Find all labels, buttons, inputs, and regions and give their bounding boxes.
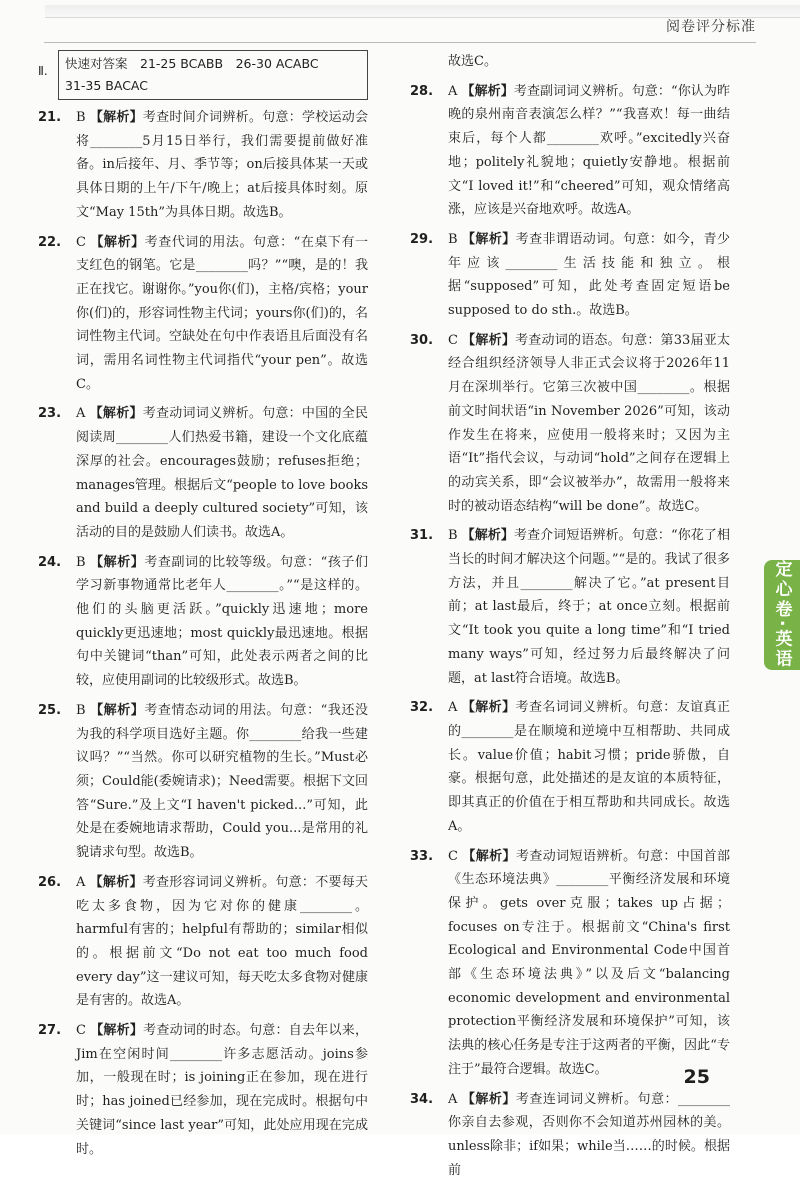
answer-item — [38, 402, 368, 544]
analysis-tag: 【解析】 — [461, 1091, 516, 1107]
explanation — [76, 551, 368, 693]
continued-text: 故选C。 — [448, 54, 497, 69]
answer-item — [38, 551, 368, 693]
answer-letter: A — [448, 700, 458, 716]
explanation-text: 考查非谓语动词。句意：如今，青少年应该________生活技能和独立。根据“supposed”可知，此处考查固定短语be supposed to do sth.。故选B。 — [448, 231, 730, 319]
explanation — [448, 80, 730, 222]
answer-letter: B — [448, 231, 458, 247]
explanation — [448, 228, 730, 323]
answer-item — [410, 524, 730, 690]
answer-letter: A — [448, 83, 458, 99]
explanation-text: 考查副词的比较等级。句意：“孩子们学习新事物通常比老年人________。”“是这样的。他们的头脑更活跃。”quickly迅速地；more quickly更迅速地；most quickly最迅速地。根据句中关键词“than”可知，此处表示两者之间的比较，应使用副词的比较级形式。故选B。 — [76, 554, 368, 689]
header-title: 阅卷评分标准 — [666, 19, 756, 35]
explanation — [448, 329, 730, 519]
page-number: 25 — [683, 1066, 710, 1088]
answer-item — [38, 1019, 368, 1161]
header-divider — [44, 42, 756, 43]
question-number: 27. — [38, 1023, 62, 1039]
answer-letter: A — [76, 874, 86, 890]
answer-item — [410, 1088, 730, 1182]
question-number: 31. — [410, 528, 434, 544]
answer-item — [410, 228, 730, 323]
question-number: 26. — [38, 874, 62, 890]
analysis-tag: 【解析】 — [89, 1023, 144, 1039]
explanation — [448, 1088, 730, 1182]
explanation — [76, 106, 368, 225]
analysis-tag: 【解析】 — [89, 110, 143, 125]
answer-item — [410, 845, 730, 1082]
answer-letter: A — [76, 406, 86, 422]
right-question-list — [410, 80, 730, 1182]
explanation — [76, 402, 368, 544]
answer-item — [38, 106, 368, 225]
answer-letter: A — [448, 1091, 458, 1107]
left-column — [38, 50, 368, 1161]
analysis-tag: 【解析】 — [89, 874, 143, 890]
answer-letter: B — [448, 528, 458, 544]
question-number: 28. — [410, 83, 434, 99]
question-number: 34. — [410, 1091, 434, 1107]
analysis-tag: 【解析】 — [89, 234, 145, 250]
answer-letter: C — [448, 848, 458, 864]
explanation-text: 考查动词短语辨析。句意：中国首部《生态环境法典》________平衡经济发展和环境保护。gets over克服；takes up占据；focuses on专注于。根据前文“China's first Ecological and Environmental Code中国首部《生态环境法典》”以及后文“balancing economic development and environmental protection平衡经济发展和环境保护”可知，该法典的核心任务是专注于这两者的平衡，因此“专注于”最符合逻辑。故选C。 — [448, 848, 730, 1077]
question-number: 22. — [38, 234, 62, 250]
explanation-text: 考查介词短语辨析。句意：“你花了相当长的时间才解决这个问题。”“是的。我试了很多方法，并且________解决了它。”at present目前；at last最后，终于；at once立刻。根据前文“It took you quite a long time”和“I tried many ways”可知，经过努力后最终解决了问题，at last符合语境。故选B。 — [448, 528, 730, 686]
answer-item — [38, 231, 368, 397]
explanation — [448, 696, 730, 838]
question-number: 23. — [38, 406, 62, 422]
explanation-text: 考查时间介词辨析。句意：学校运动会将________5月15日举行，我们需要提前做好准备。in后接年、月、季节等；on后接具体某一天或具体日期的上午/下午/晚上；at后接具体时刻。原文“May 15th”为具体日期。故选B。 — [76, 110, 368, 220]
explanation-text: 考查代词的用法。句意：“在桌下有一支红色的钢笔。它是________吗？”“噢，是的！我正在找它。谢谢你。”you你(们)，主格/宾格；your你(们)的，形容词性物主代词；yours你(们)的，名词性物主代词。空缺处在句中作表语且后面没有名词，需用名词性物主代词指代“your pen”。故选C。 — [76, 234, 368, 392]
left-question-list — [38, 106, 368, 1161]
analysis-tag: 【解析】 — [461, 332, 516, 348]
quick-answer-line-1: 快速对答案 21-25 BCABB 26-30 ACABC — [65, 56, 319, 71]
answer-item — [410, 329, 730, 519]
analysis-tag: 【解析】 — [89, 406, 143, 422]
explanation — [76, 1019, 368, 1161]
question-number: 33. — [410, 848, 434, 864]
subject-side-tab: 定心卷·英语 — [764, 560, 800, 670]
explanation-text: 考查形容词词义辨析。句意：不要每天吃太多食物，因为它对你的健康________。harmful有害的；helpful有帮助的；similar相似的。根据前文“Do not eat too much food every day”这一建议可知，每天吃太多食物对健康是有害的。故选A。 — [76, 874, 368, 1009]
question-number: 21. — [38, 110, 62, 125]
explanation-text: 考查名词词义辨析。句意：友谊真正的________是在顺境和逆境中互相帮助、共同成长。value价值；habit习惯；pride骄傲，自豪。根据句意，此处描述的是友谊的本质特征，即其真正的价值在于相互帮助和共同成长。故选A。 — [448, 700, 730, 834]
explanation — [76, 871, 368, 1013]
explanation — [448, 524, 730, 690]
analysis-tag: 【解析】 — [461, 700, 516, 716]
answer-letter: C — [448, 332, 458, 348]
quick-answer-section — [38, 50, 368, 100]
analysis-tag: 【解析】 — [461, 528, 514, 544]
answer-letter: C — [76, 234, 86, 250]
answer-item — [38, 699, 368, 865]
explanation-text: 考查动词的语态。句意：第33届亚太经合组织经济领导人非正式会议将于2026年11月在深圳举行。它第三次被中国________。根据前文时间状语“in November 2026”可知，该动作发生在将来，应使用一般将来时；又因为主语“It”指代会议，与动词“hold”之间存在逻辑上的动宾关系，即“会议被举办”，故需用一般将来时的被动语态结构“will be done”。故选C。 — [448, 332, 730, 514]
answer-letter: B — [76, 110, 86, 125]
explanation — [76, 231, 368, 397]
right-column — [410, 50, 730, 1182]
question-number: 24. — [38, 554, 62, 570]
explanation-text: 考查连词词义辨析。句意：________你亲自去参观，否则你不会知道苏州园林的美。unless除非；if如果；while当……的时候。根据前 — [448, 1091, 730, 1178]
question-number: 25. — [38, 702, 62, 718]
explanation — [76, 699, 368, 865]
analysis-tag: 【解析】 — [461, 231, 516, 247]
question-number: 32. — [410, 700, 434, 716]
answer-item — [410, 80, 730, 222]
explanation-text: 考查副词词义辨析。句意：“你认为昨晚的泉州南音表演怎么样？”“我喜欢！每一曲结束后，每个人都________欢呼。”excitedly兴奋地；politely礼貌地；quietly安静地。根据前文“I loved it!”和“cheered”可知，观众情绪高涨，应该是兴奋地欢呼。故选A。 — [448, 83, 730, 218]
explanation-text: 考查动词词义辨析。句意：中国的全民阅读周________人们热爱书籍，建设一个文化底蕴深厚的社会。encourages鼓励；refuses拒绝；manages管理。根据后文“people to love books and build a deeply cultured society”可知，该活动的目的是鼓励人们读书。故选A。 — [76, 406, 368, 540]
explanation — [448, 845, 730, 1082]
question-number: 29. — [410, 231, 434, 247]
quick-answer-line-2: 31-35 BACAC — [65, 78, 148, 93]
analysis-tag: 【解析】 — [89, 554, 145, 570]
answer-letter: B — [76, 554, 86, 570]
answer-item — [38, 871, 368, 1013]
question-number: 30. — [410, 332, 434, 348]
answer-item — [410, 696, 730, 838]
analysis-tag: 【解析】 — [461, 83, 514, 99]
explanation-text: 考查动词的时态。句意：自去年以来，Jim在空闲时间________许多志愿活动。joins参加，一般现在时；is joining正在参加，现在进行时；has joined已经参加，现在完成时。根据句中关键词“since last year”可知，此处应用现在完成时。 — [76, 1023, 368, 1157]
analysis-tag: 【解析】 — [461, 848, 516, 864]
quick-answer-box — [58, 50, 368, 100]
section-label: Ⅱ. — [38, 64, 48, 78]
analysis-tag: 【解析】 — [89, 702, 145, 718]
explanation-text: 考查情态动词的用法。句意：“我还没为我的科学项目选好主题。你________给我一些建议吗？”“当然。你可以研究植物的生长。”Must必须；Could能(委婉请求)；Need需要。根据下文回答“Sure.”及上文“I haven't picked...”可知，此处是在委婉地请求帮助，Could you...是常用的礼貌请求句型。故选B。 — [76, 702, 368, 861]
answer-letter: C — [76, 1023, 86, 1039]
answer-letter: B — [76, 702, 86, 718]
